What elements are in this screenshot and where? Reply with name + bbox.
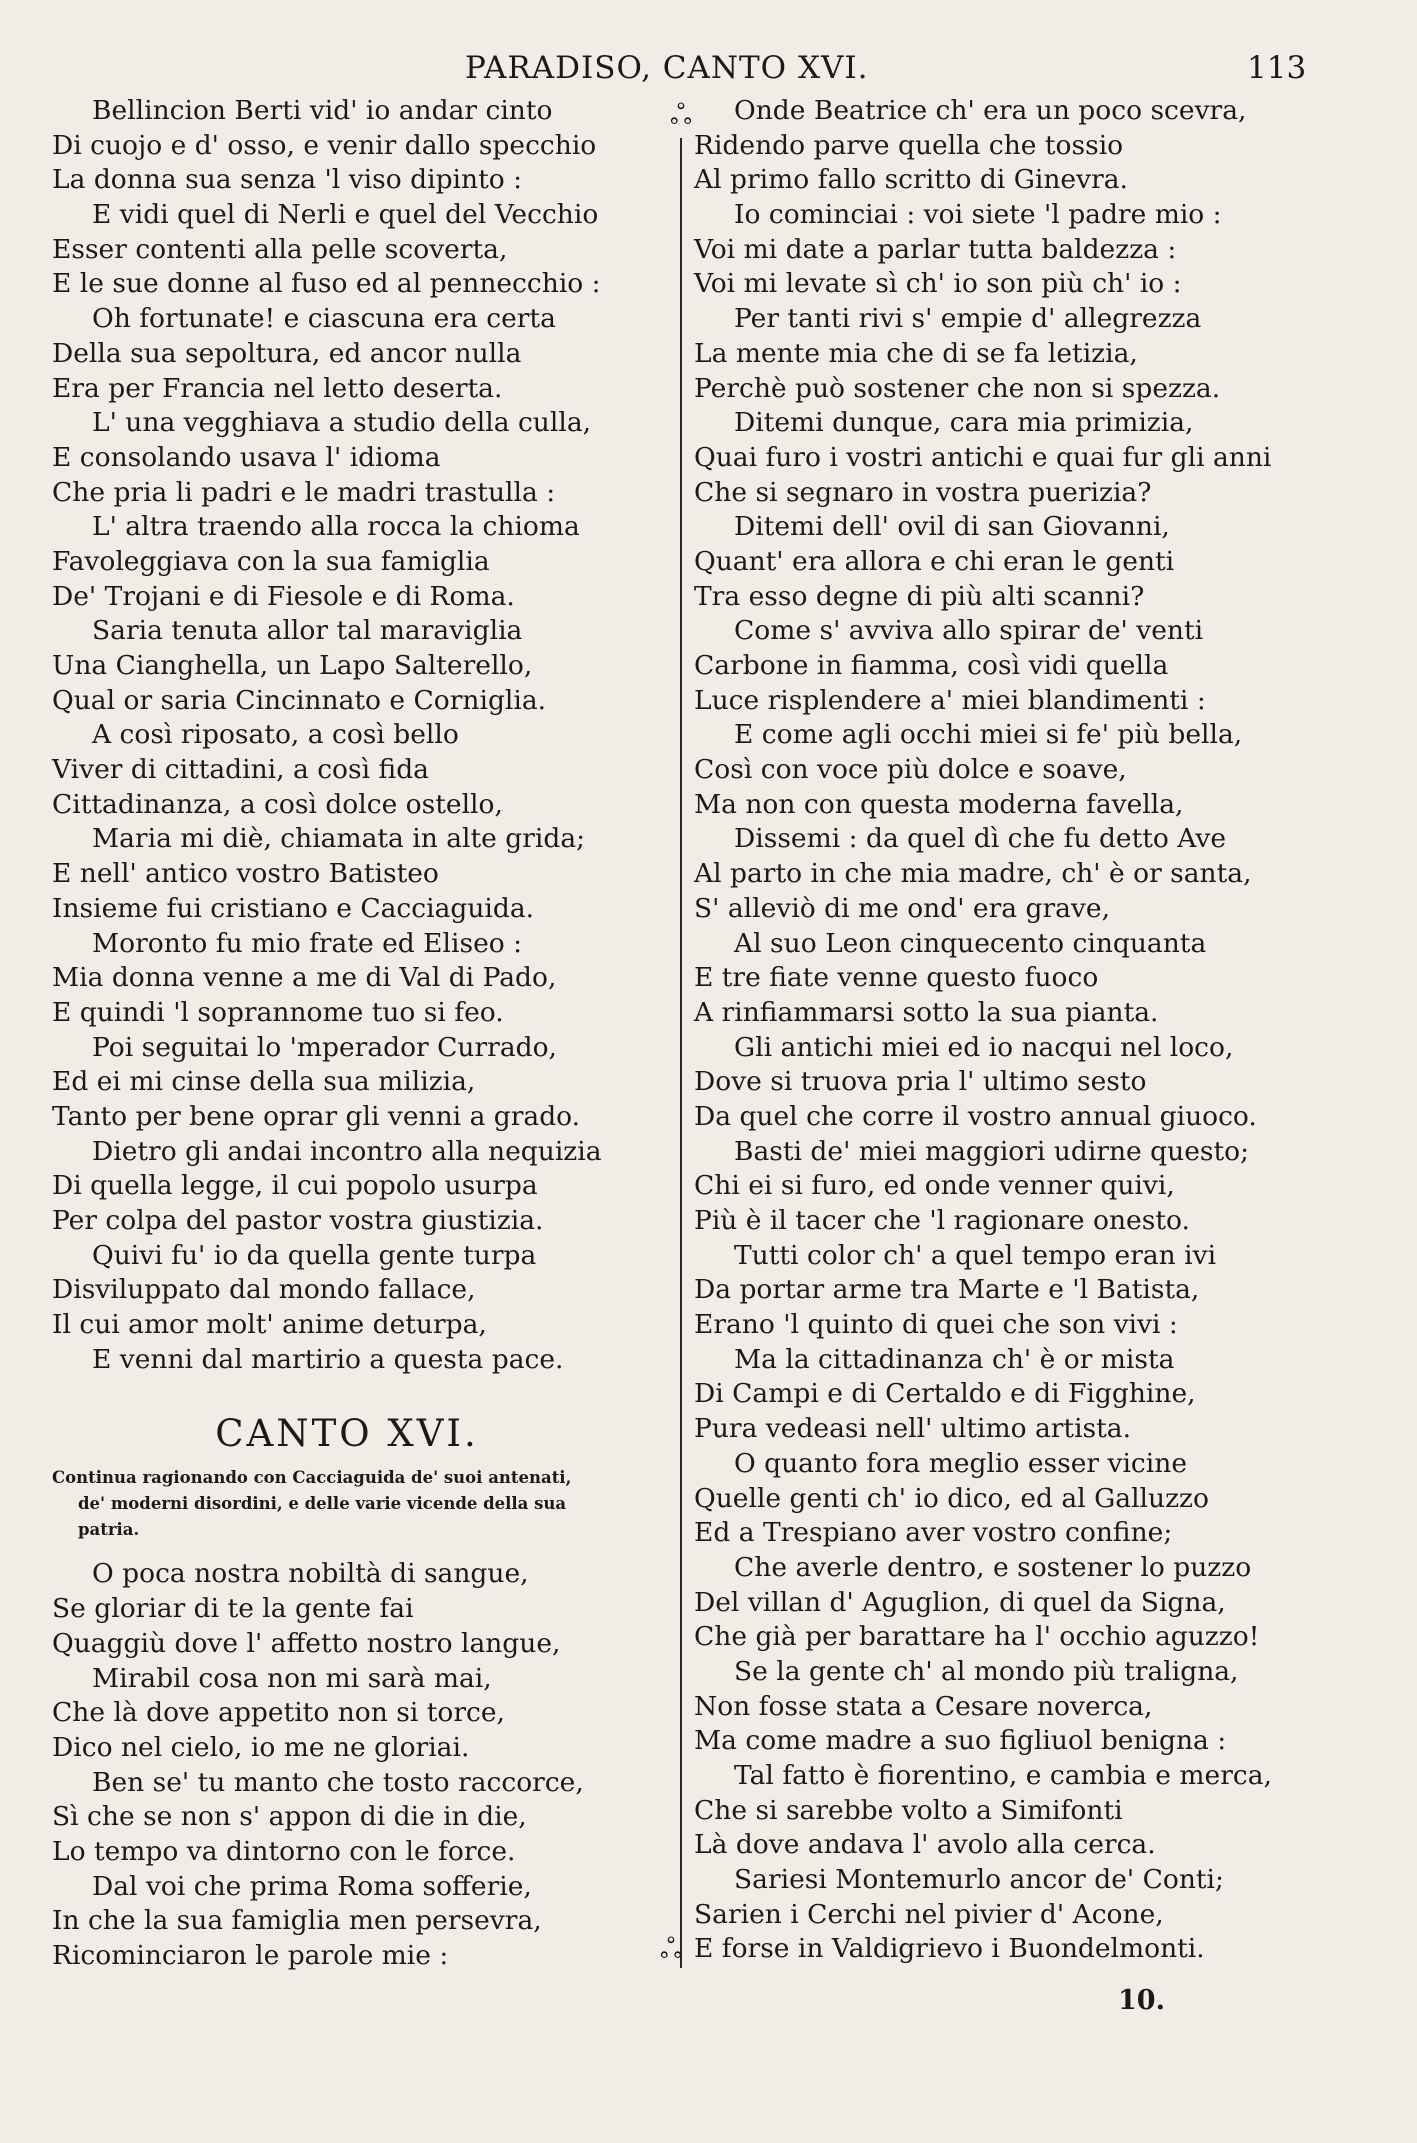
verse-line: Sarien i Cerchi nel pivier d' Acone,	[694, 1898, 1164, 1930]
verse-line: Carbone in fiamma, così vidi quella	[694, 650, 1169, 681]
verse-line: E vidi quel di Nerli e quel del Vecchio	[92, 199, 599, 231]
verse-line: A così riposato, a così bello	[92, 719, 459, 751]
verse-line: Basti de' miei maggiori udirne questo;	[734, 1135, 1250, 1167]
verse-line: Più è il tacer che 'l ragionare onesto.	[694, 1205, 1190, 1236]
verse-line: Ma come madre a suo figliuol benigna :	[694, 1725, 1227, 1757]
verses-before-heading	[52, 94, 672, 1377]
verse-line: Poi seguitai lo 'mperador Currado,	[92, 1031, 557, 1063]
verse-line: Maria mi diè, chiamata in alte grida;	[92, 823, 586, 855]
column-divider	[680, 138, 682, 1968]
verse-line: A rinfiammarsi sotto la sua pianta.	[694, 996, 1159, 1028]
verse-line: Qual or saria Cincinnato e Corniglia.	[52, 684, 547, 716]
verse-line: O quanto fora meglio esser vicine	[734, 1447, 1187, 1479]
verse-line: Che là dove appetito non si torce,	[52, 1697, 505, 1729]
verse-line: Quaggiù dove l' affetto nostro langue,	[52, 1627, 561, 1659]
verses-after-heading	[52, 1557, 672, 1973]
verse-line: Se la gente ch' al mondo più traligna,	[734, 1655, 1239, 1687]
verse-line: E tre fiate venne questo fuoco	[694, 962, 1099, 994]
verse-line: Sì che se non s' appon di die in die,	[52, 1801, 527, 1833]
verse-line: Quivi fu' io da quella gente turpa	[92, 1239, 537, 1271]
verse-line: E come agli occhi miei si fe' più bella,	[734, 719, 1243, 751]
verse-line: Moronto fu mio frate ed Eliseo :	[92, 927, 523, 959]
canto-argument	[52, 1465, 672, 1543]
verse-line: Mia donna venne a me di Val di Pado,	[52, 962, 557, 994]
verse-line: Se gloriar di te la gente fai	[52, 1593, 414, 1625]
verse-line: Ben se' tu manto che tosto raccorce,	[92, 1766, 584, 1798]
signature-mark: 10.	[1118, 1985, 1165, 2016]
verse-line: Ma la cittadinanza ch' è or mista	[734, 1343, 1175, 1375]
verse-line: Chi ei si furo, ed onde venner quivi,	[694, 1170, 1175, 1202]
verse-line: Al primo fallo scritto di Ginevra.	[694, 164, 1128, 196]
verse-line: Del villan d' Aguglion, di quel da Signa,	[694, 1586, 1226, 1618]
verse-line: Ditemi dunque, cara mia primizia,	[734, 407, 1194, 439]
fleuron-ornament-icon: ஃ	[670, 98, 692, 131]
verse-line: Quai furo i vostri antichi e quai fur gli anni	[694, 441, 1272, 473]
running-head: PARADISO, CANTO XVI.	[465, 50, 869, 86]
verse-line: Di quella legge, il cui popolo usurpa	[52, 1170, 538, 1202]
verse-line: Ditemi dell' ovil di san Giovanni,	[734, 511, 1170, 543]
verse-line: Ma non con questa moderna favella,	[694, 788, 1184, 820]
verse-line: Al parto in che mia madre, ch' è or santa,	[694, 858, 1252, 890]
left-column	[52, 94, 672, 1974]
verse-line: Il cui amor molt' anime deturpa,	[52, 1309, 487, 1341]
verse-line: Dal voi che prima Roma sofferie,	[92, 1870, 532, 1902]
verse-line: Per tanti rivi s' empie d' allegrezza	[734, 303, 1202, 335]
verse-line: Da quel che corre il vostro annual giuoco.	[694, 1100, 1257, 1132]
canto-heading: CANTO XVI.	[215, 1412, 479, 1456]
verse-line: E forse in Valdigrievo i Buondelmonti.	[694, 1933, 1205, 1965]
verse-line: Di Campi e di Certaldo e di Figghine,	[694, 1378, 1196, 1410]
verse-line: Tanto per bene oprar gli venni a grado.	[52, 1100, 581, 1132]
verse-line: Pura vedeasi nell' ultimo artista.	[694, 1413, 1132, 1445]
verse-line: Mirabil cosa non mi sarà mai,	[92, 1662, 492, 1694]
verse-line: Viver di cittadini, a così fida	[52, 754, 429, 786]
verse-line: E le sue donne al fuso ed al pennecchio :	[52, 268, 601, 300]
verse-line: E venni dal martirio a questa pace.	[92, 1343, 564, 1375]
argument-line: de' moderni disordini, e delle varie vicende della sua	[78, 1494, 567, 1514]
argument-line: Continua ragionando con Cacciaguida de' suoi antenati,	[52, 1468, 572, 1488]
verse-line: La mente mia che di se fa letizia,	[694, 337, 1138, 369]
fleuron-ornament-icon: ஃ	[660, 1932, 682, 1965]
verse-line: Era per Francia nel letto deserta.	[52, 372, 503, 404]
verse-line: Insieme fui cristiano e Cacciaguida.	[52, 892, 535, 924]
verse-line: Erano 'l quinto di quei che son vivi :	[694, 1309, 1178, 1341]
verse-line: Tal fatto è fiorentino, e cambia e merca,	[734, 1760, 1272, 1791]
right-verses	[694, 94, 1334, 1967]
verse-line: Onde Beatrice ch' era un poco scevra,	[734, 95, 1247, 126]
verse-line: Tra esso degne di più alti scanni?	[694, 580, 1145, 612]
verse-line: Da portar arme tra Marte e 'l Batista,	[694, 1274, 1200, 1306]
verse-line: Dissemi : da quel dì che fu detto Ave	[734, 823, 1226, 855]
verse-line: Là dove andava l' avolo alla cerca.	[694, 1829, 1156, 1861]
verse-line: Una Cianghella, un Lapo Salterello,	[52, 650, 533, 681]
verse-line: Dico nel cielo, io me ne gloriai.	[52, 1731, 470, 1763]
argument-line: patria.	[78, 1520, 140, 1540]
verse-line: La donna sua senza 'l viso dipinto :	[52, 164, 523, 196]
verse-line: Voi mi levate sì ch' io son più ch' io :	[694, 268, 1182, 300]
verse-line: Esser contenti alla pelle scoverta,	[52, 233, 508, 265]
right-column	[694, 94, 1334, 1967]
verse-line: Luce risplendere a' miei blandimenti :	[694, 684, 1206, 716]
verse-line: Tutti color ch' a quel tempo eran ivi	[734, 1239, 1217, 1271]
verse-line: Della sua sepoltura, ed ancor nulla	[52, 337, 522, 369]
verse-line: E nell' antico vostro Batisteo	[52, 858, 439, 890]
verse-line: Disviluppato dal mondo fallace,	[52, 1274, 476, 1306]
verse-line: Lo tempo va dintorno con le force.	[52, 1835, 516, 1867]
verse-line: Cittadinanza, a così dolce ostello,	[52, 788, 503, 820]
verse-line: Ricominciaron le parole mie :	[52, 1940, 449, 1971]
verse-line: Quant' era allora e chi eran le genti	[694, 545, 1175, 577]
verse-line: Al suo Leon cinquecento cinquanta	[734, 927, 1207, 959]
page-number: 113	[1247, 50, 1307, 86]
verse-line: Dietro gli andai incontro alla nequizia	[92, 1135, 602, 1167]
verse-line: Io cominciai : voi siete 'l padre mio :	[734, 199, 1222, 231]
verse-line: Che già per barattare ha l' occhio aguzzo!	[694, 1621, 1260, 1653]
verse-line: Bellincion Berti vid' io andar cinto	[92, 95, 553, 126]
verse-line: Di cuojo e d' osso, e venir dallo specchio	[52, 129, 597, 161]
verse-line: Quelle genti ch' io dico, ed al Galluzzo	[694, 1482, 1209, 1514]
verse-line: Ed ei mi cinse della sua milizia,	[52, 1066, 476, 1098]
verse-line: Perchè può sostener che non si spezza.	[694, 372, 1221, 404]
verse-line: Dove si truova pria l' ultimo sesto	[694, 1066, 1147, 1098]
verse-line: L' una vegghiava a studio della culla,	[92, 407, 592, 439]
verse-line: Saria tenuta allor tal maraviglia	[92, 615, 523, 647]
verse-line: Oh fortunate! e ciascuna era certa	[92, 303, 556, 335]
verse-line: In che la sua famiglia men persevra,	[52, 1905, 542, 1937]
verse-line: E quindi 'l soprannome tuo si feo.	[52, 996, 504, 1028]
verse-line: Ridendo parve quella che tossio	[694, 129, 1124, 161]
verse-line: Che si segnaro in vostra puerizia?	[694, 476, 1152, 508]
verse-line: O poca nostra nobiltà di sangue,	[92, 1558, 529, 1590]
verse-line: E consolando usava l' idioma	[52, 441, 441, 473]
verse-line: S' alleviò di me ond' era grave,	[694, 892, 1110, 924]
verse-line: Favoleggiava con la sua famiglia	[52, 545, 490, 577]
verse-line: Voi mi date a parlar tutta baldezza :	[694, 233, 1177, 265]
verse-line: Gli antichi miei ed io nacqui nel loco,	[734, 1031, 1234, 1063]
verse-line: De' Trojani e di Fiesole e di Roma.	[52, 580, 515, 612]
verse-line: Così con voce più dolce e soave,	[694, 754, 1127, 786]
verse-line: L' altra traendo alla rocca la chioma	[92, 511, 580, 543]
verse-line: Che pria li padri e le madri trastulla :	[52, 476, 556, 508]
verse-line: Non fosse stata a Cesare noverca,	[694, 1690, 1153, 1722]
verse-line: Che averle dentro, e sostener lo puzzo	[734, 1551, 1252, 1583]
verse-line: Che si sarebbe volto a Simifonti	[694, 1794, 1123, 1826]
verse-line: Ed a Trespiano aver vostro confine;	[694, 1517, 1173, 1549]
verse-line: Per colpa del pastor vostra giustizia.	[52, 1205, 544, 1236]
verse-line: Come s' avviva allo spirar de' venti	[734, 615, 1204, 647]
verse-line: Sariesi Montemurlo ancor de' Conti;	[734, 1864, 1224, 1896]
